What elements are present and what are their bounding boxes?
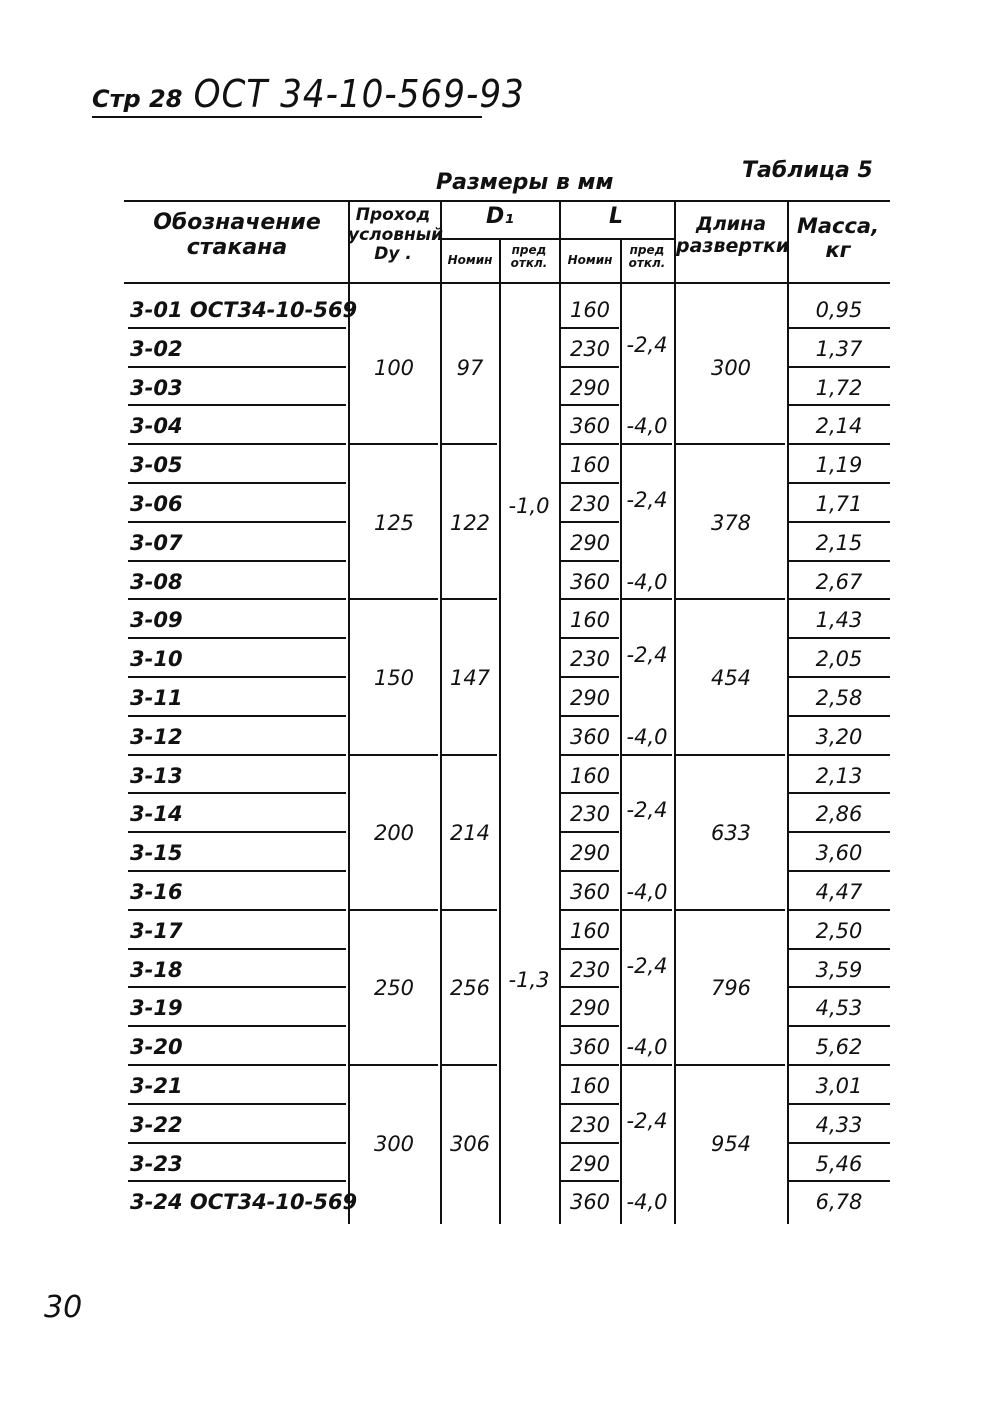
row-rule-mass [789,754,890,756]
group-d1: 256 [449,976,491,1001]
row-designation: 3-21 [130,1074,183,1098]
row-designation: 3-04 [130,414,183,439]
group-d1: 214 [449,821,491,846]
row-rule-mass [789,1064,890,1066]
row-rule-designation [128,443,346,445]
row-mass: 4,33 [815,1112,863,1137]
group-rule [622,598,672,600]
header-l-tol: пред откл. [628,243,666,270]
row-l-nominal: 230 [569,647,611,672]
group-rule [622,754,672,756]
row-mass: 3,59 [815,957,863,982]
row-designation: 3-05 [130,453,183,478]
row-mass: 6,78 [815,1190,863,1215]
row-designation: 3-13 [130,763,183,788]
row-rule-designation [128,909,346,911]
row-l-nominal: 290 [569,996,611,1021]
row-designation: 3-07 [130,530,183,555]
header-underline [92,116,482,118]
group-ltol-b: -4,0 [626,1190,668,1215]
row-l-nominal: 290 [569,841,611,866]
row-rule-mass [789,443,890,445]
row-designation: 3-12 [130,724,183,749]
group-rule [350,909,438,911]
group-ltol-b: -4,0 [626,414,668,439]
group-ltol-a: -2,4 [626,1108,668,1133]
row-rule-mass [789,366,890,368]
row-rule-designation [128,1103,346,1105]
group-rule [676,598,785,600]
row-designation: 3-16 [130,880,183,904]
row-designation: 3-19 [130,996,183,1021]
group-rule [442,598,497,600]
group-rule [442,909,497,911]
page-header [92,72,525,116]
row-designation: 3-02 [130,336,183,361]
row-l-nominal: 160 [569,453,611,478]
group-d1: 147 [449,666,491,690]
row-rule-l [561,792,619,794]
row-rule-l [561,521,619,523]
group-ltol-b: -4,0 [626,880,668,904]
table-header-rule [124,282,890,284]
row-mass: 5,62 [815,1035,863,1060]
row-designation: 3-22 [130,1112,183,1137]
group-rule [442,443,497,445]
header-l-nom: Номин [567,253,613,267]
header-l: L [608,204,624,229]
group-len: 378 [710,510,752,535]
column-divider [499,238,501,1224]
standard-code: ОСТ 34-10-569-93 [193,72,525,116]
row-mass: 3,60 [815,841,863,866]
row-rule-l [561,676,619,678]
row-designation: 3-11 [130,686,183,710]
row-rule-mass [789,1103,890,1105]
row-rule-designation [128,754,346,756]
row-rule-l [561,1025,619,1027]
header-d1: D₁ [486,204,514,229]
row-designation: 3-03 [130,375,183,400]
row-rule-designation [128,715,346,717]
group-len: 454 [710,666,752,690]
footer-page-number: 30 [44,1290,83,1325]
group-rule [350,443,438,445]
row-rule-mass [789,948,890,950]
row-designation: 3-09 [130,608,183,633]
group-rule [350,598,438,600]
row-rule-designation [128,521,346,523]
row-rule-l [561,1142,619,1144]
row-rule-mass [789,909,890,911]
group-dy: 100 [373,355,415,380]
row-rule-l [561,443,619,445]
row-designation: 3-20 [130,1035,183,1060]
row-rule-designation [128,560,346,562]
units-note: Размеры в мм [436,170,614,195]
group-rule [442,754,497,756]
group-ltol-a: -2,4 [626,643,668,668]
row-designation: 3-08 [130,569,183,594]
row-l-nominal: 230 [569,336,611,361]
row-designation: 3-17 [130,918,183,943]
group-rule [676,909,785,911]
header-d1-tol: пред откл. [510,243,548,270]
row-rule-mass [789,521,890,523]
row-designation: 3-23 [130,1151,183,1176]
group-ltol-a: -2,4 [626,798,668,823]
group-ltol-b: -4,0 [626,569,668,594]
row-rule-designation [128,1180,346,1182]
row-l-nominal: 230 [569,1112,611,1137]
group-d1: 122 [449,510,491,535]
row-rule-designation [128,404,346,406]
row-l-nominal: 290 [569,375,611,400]
row-l-nominal: 160 [569,763,611,788]
row-designation: 3-15 [130,841,183,866]
row-rule-l [561,327,619,329]
row-mass: 2,58 [815,686,863,710]
column-divider [674,200,676,1224]
d1-split-rule [442,238,674,240]
row-mass: 2,05 [815,647,863,672]
row-rule-designation [128,482,346,484]
row-designation: 3-01 ОСТ34-10-569 [130,298,358,322]
row-rule-mass [789,560,890,562]
row-l-nominal: 230 [569,802,611,827]
row-mass: 1,37 [815,336,863,361]
row-rule-l [561,831,619,833]
row-rule-designation [128,327,346,329]
row-l-nominal: 360 [569,569,611,594]
row-rule-l [561,560,619,562]
row-l-nominal: 230 [569,492,611,516]
row-rule-mass [789,986,890,988]
row-rule-l [561,870,619,872]
row-l-nominal: 360 [569,1035,611,1060]
row-mass: 1,71 [815,492,863,516]
row-mass: 2,15 [815,530,863,555]
row-l-nominal: 360 [569,1190,611,1215]
column-divider [348,200,350,1224]
row-rule-mass [789,715,890,717]
row-rule-mass [789,482,890,484]
row-rule-designation [128,637,346,639]
row-mass: 4,53 [815,996,863,1021]
row-l-nominal: 290 [569,1151,611,1176]
row-l-nominal: 160 [569,608,611,633]
page-ref: Стр 28 [92,85,183,113]
row-rule-mass [789,870,890,872]
row-rule-mass [789,831,890,833]
group-rule [350,754,438,756]
row-designation: 3-10 [130,647,183,672]
row-rule-designation [128,676,346,678]
group-rule [676,754,785,756]
row-rule-l [561,754,619,756]
row-mass: 1,43 [815,608,863,633]
group-rule [442,1064,497,1066]
row-mass: 2,86 [815,802,863,827]
row-rule-designation [128,1025,346,1027]
group-len: 796 [710,976,752,1001]
group-rule [622,909,672,911]
header-mass: Масса, кг [796,214,880,263]
row-mass: 2,14 [815,414,863,439]
row-designation: 3-18 [130,957,183,982]
row-rule-mass [789,404,890,406]
row-mass: 1,19 [815,453,863,478]
row-rule-l [561,948,619,950]
header-designation: Обозначение стакана [153,210,321,261]
row-rule-l [561,366,619,368]
group-d1: 97 [456,355,484,380]
row-rule-mass [789,327,890,329]
row-rule-l [561,598,619,600]
group-dy: 200 [373,821,415,846]
row-rule-l [561,637,619,639]
row-rule-mass [789,676,890,678]
row-l-nominal: 230 [569,957,611,982]
group-ltol-a: -2,4 [626,332,668,357]
row-rule-designation [128,831,346,833]
row-rule-designation [128,1064,346,1066]
row-rule-mass [789,1025,890,1027]
d1-tolerance-b: -1,3 [508,967,550,992]
row-rule-designation [128,598,346,600]
header-length: Длина развертки [676,213,790,257]
row-rule-mass [789,598,890,600]
column-divider [440,200,442,1224]
row-mass: 1,72 [815,375,863,400]
row-l-nominal: 290 [569,686,611,710]
group-dy: 150 [373,666,415,690]
row-mass: 4,47 [815,880,863,904]
group-ltol-b: -4,0 [626,1035,668,1060]
row-l-nominal: 160 [569,298,611,322]
group-len: 954 [710,1131,752,1156]
group-len: 300 [710,355,752,380]
row-mass: 0,95 [815,298,863,322]
group-rule [622,443,672,445]
group-rule [676,1064,785,1066]
row-rule-l [561,1103,619,1105]
row-l-nominal: 360 [569,724,611,749]
group-d1: 306 [449,1131,491,1156]
table-number: Таблица 5 [742,158,873,183]
group-rule [622,1064,672,1066]
row-rule-designation [128,986,346,988]
row-rule-designation [128,870,346,872]
row-designation: 3-14 [130,802,183,827]
group-dy: 125 [373,510,415,535]
row-rule-designation [128,948,346,950]
row-rule-l [561,404,619,406]
row-rule-mass [789,1142,890,1144]
row-rule-l [561,986,619,988]
row-mass: 2,13 [815,763,863,788]
row-rule-designation [128,792,346,794]
row-l-nominal: 290 [569,530,611,555]
group-ltol-b: -4,0 [626,724,668,749]
row-mass: 3,20 [815,724,863,749]
row-l-nominal: 360 [569,414,611,439]
row-mass: 5,46 [815,1151,863,1176]
group-ltol-a: -2,4 [626,953,668,978]
row-l-nominal: 160 [569,1074,611,1098]
row-rule-l [561,1180,619,1182]
d1-tolerance-a: -1,0 [508,494,550,518]
row-mass: 2,67 [815,569,863,594]
header-d1-nom: Номин [447,253,493,267]
row-mass: 2,50 [815,918,863,943]
group-len: 633 [710,821,752,846]
header-pass: Проход условный Dy . [348,205,444,265]
row-mass: 3,01 [815,1074,863,1098]
group-dy: 250 [373,976,415,1001]
row-designation: 3-06 [130,492,183,516]
row-l-nominal: 360 [569,880,611,904]
row-rule-mass [789,792,890,794]
row-rule-mass [789,637,890,639]
group-ltol-a: -2,4 [626,488,668,512]
table-top-rule [124,200,890,202]
row-rule-l [561,909,619,911]
row-rule-designation [128,366,346,368]
row-designation: 3-24 ОСТ34-10-569 [130,1190,358,1215]
row-rule-designation [128,1142,346,1144]
row-l-nominal: 160 [569,918,611,943]
row-rule-mass [789,1180,890,1182]
row-rule-l [561,482,619,484]
group-dy: 300 [373,1131,415,1156]
row-rule-l [561,1064,619,1066]
group-rule [350,1064,438,1066]
row-rule-l [561,715,619,717]
group-rule [676,443,785,445]
